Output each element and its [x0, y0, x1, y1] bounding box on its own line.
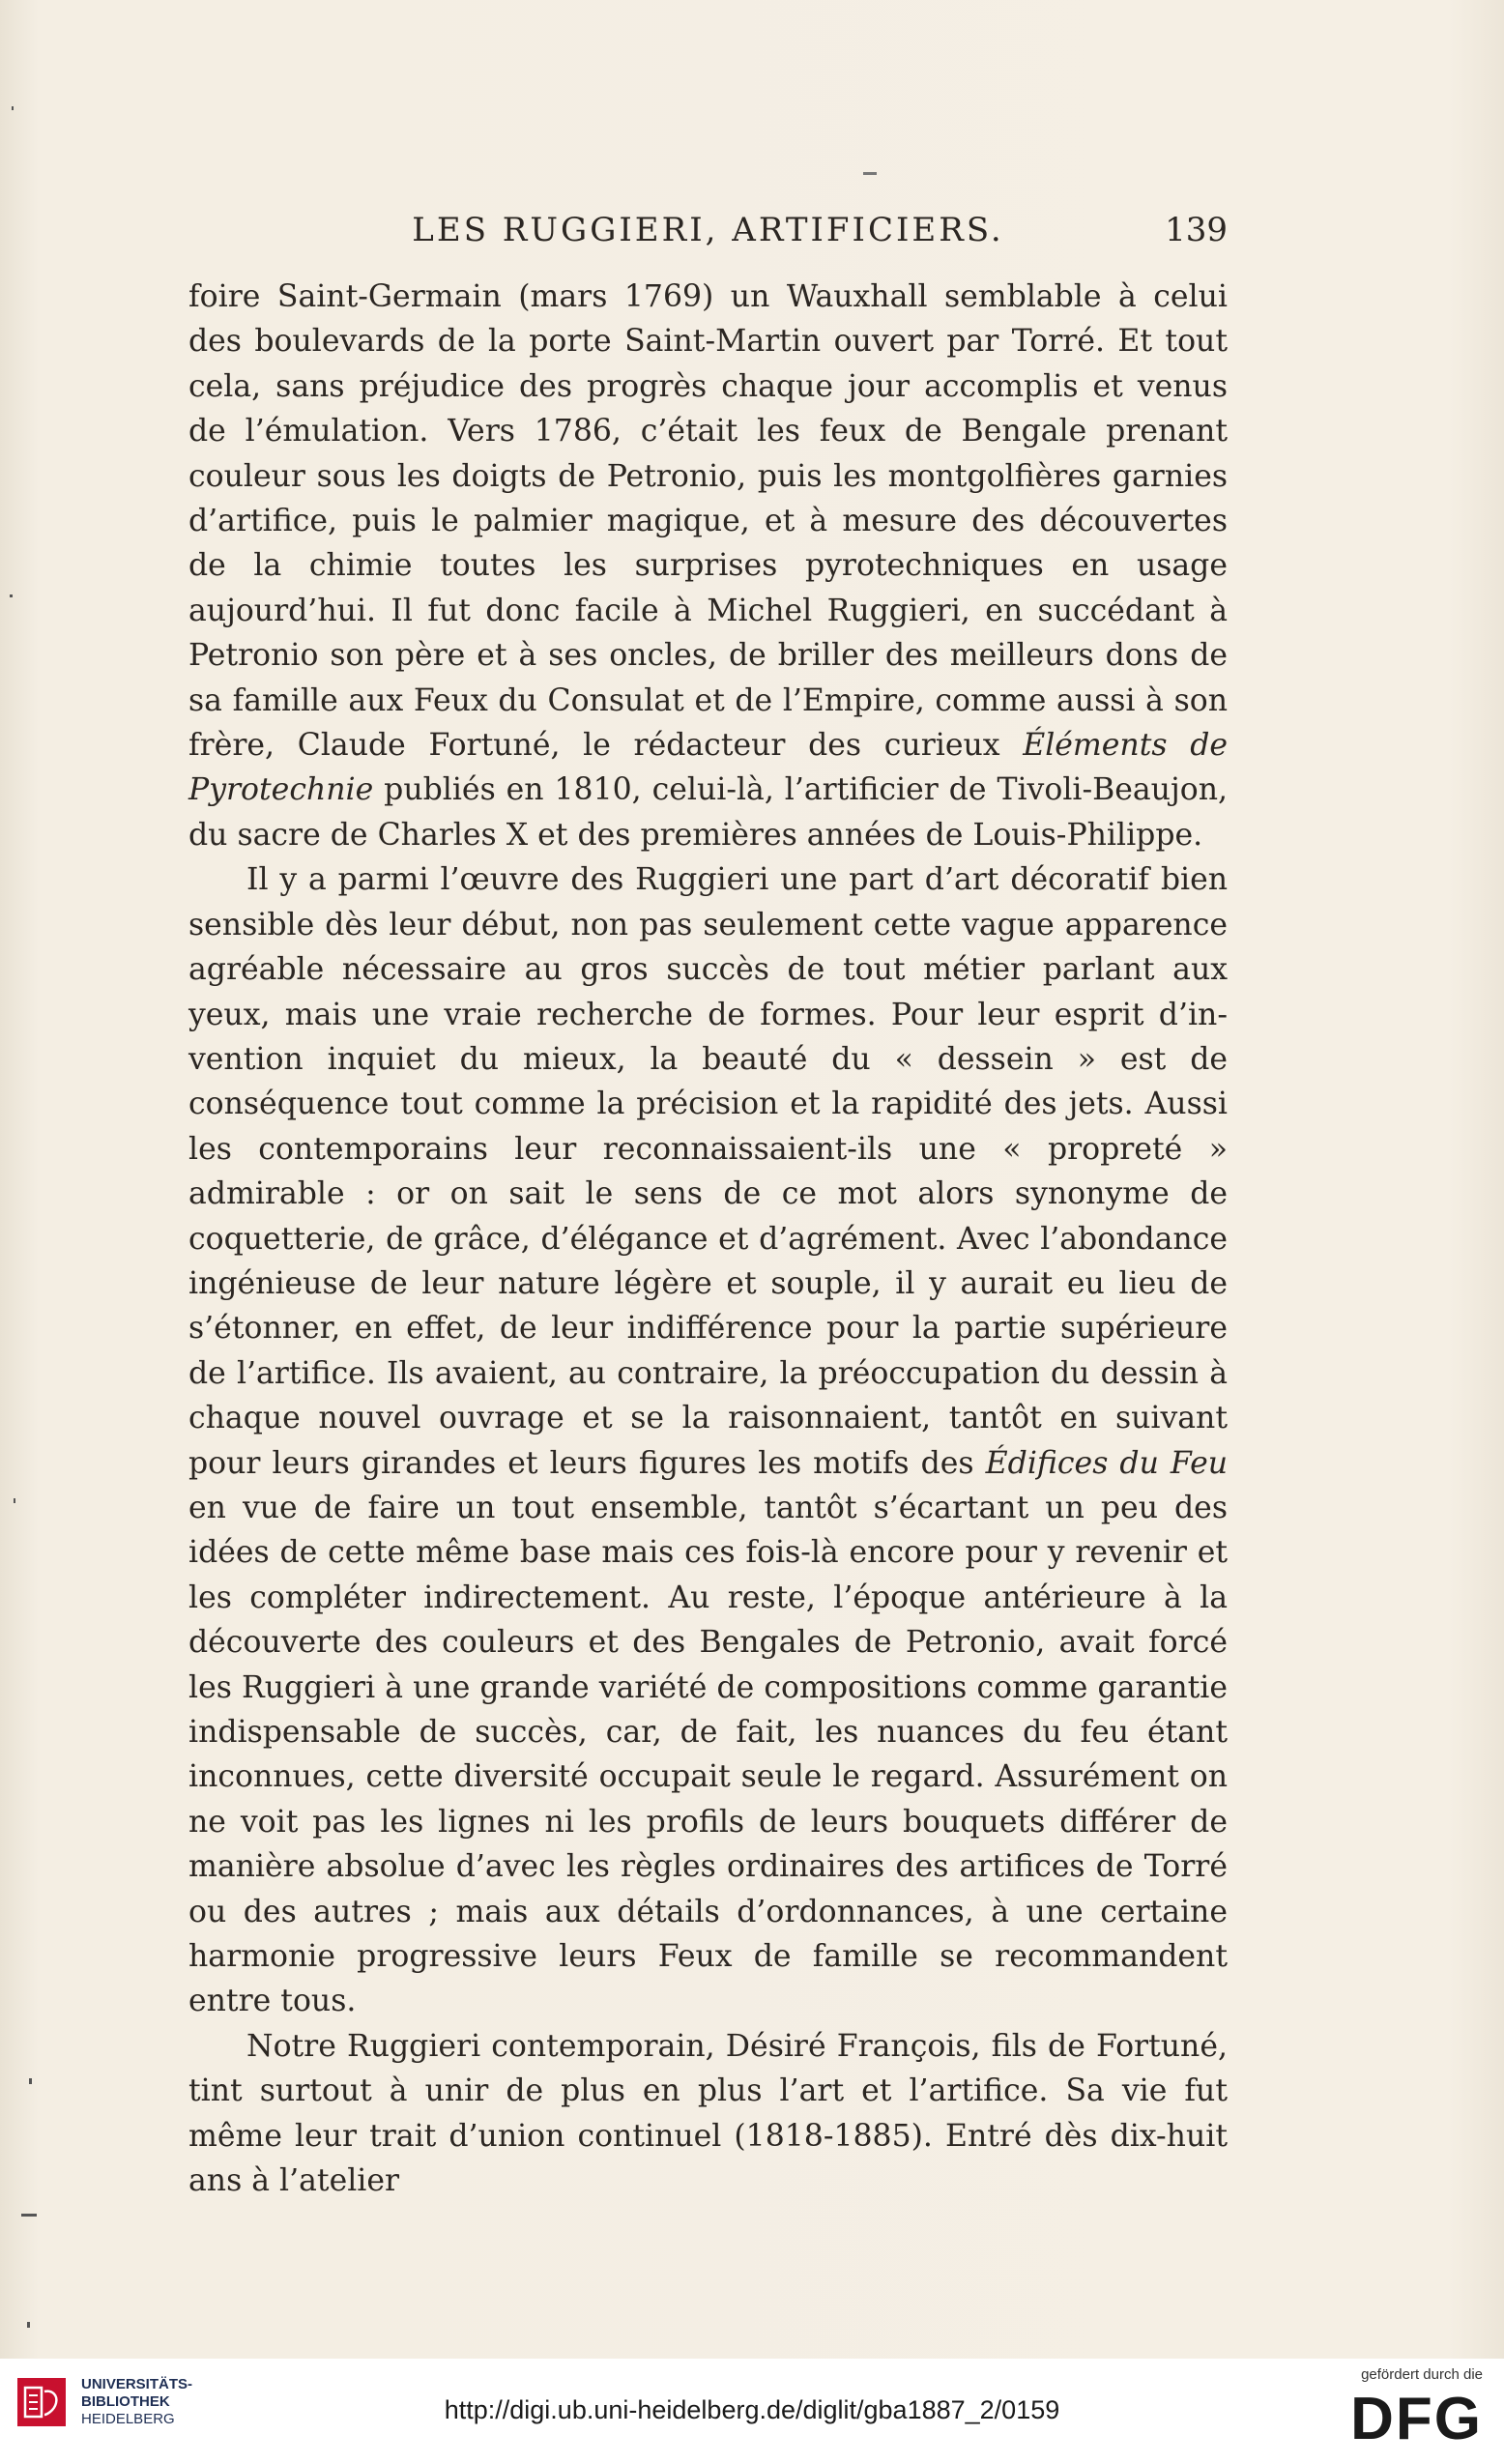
margin-speck [14, 1498, 15, 1503]
running-title: LES RUGGIERI, ARTIFICIERS. [412, 211, 1004, 249]
library-line-3: HEIDELBERG [81, 2411, 175, 2427]
margin-speck [27, 2322, 30, 2328]
library-line-2: BIBLIOTHEK [81, 2393, 170, 2410]
sponsor-caption: gefördert durch die [1361, 2366, 1483, 2383]
library-line-1: UNIVERSITÄTS- [81, 2376, 193, 2392]
book-title-elements: Éléments de Pyrotechnie [188, 728, 1229, 808]
permalink-url[interactable]: http://digi.ub.uni-heidelberg.de/diglit/gba1887_2/0159 [444, 2395, 1060, 2424]
paragraph-1-text-a: foire Saint-Germain (mars 1769) un Wauxhall semblable à celui des boulevards de la porte Saint-Martin ouvert par Torré. Et tout cela, sans préjudice des progrès chaque jour accomplis et venus de l’émulation. Vers 1786, c’était les feux de Bengale prenant couleur sous les doigts de Petronio, puis les montgolfières garnies d’artifice, puis le palmier magique, et à mesure des découvertes de la chimie toutes les surprises pyrotechniques en usage aujourd’hui. Il fut donc facile à Michel Ruggieri, en succédant à Petronio son père et à ses oncles, de briller des meilleurs dons de sa famille aux Feux du Consulat et de l’Empire, comme aussi à son frère, Claude Fortuné, le rédacteur des curieux [188, 279, 1228, 764]
paragraph-1-text-b: publiés en 1810, celui-là, l’artificier de Tivoli-Beaujon, du sacre de Charles X et des premières années de Louis-Philippe. [188, 772, 1228, 853]
margin-speck [10, 594, 13, 597]
dfg-logo: DFG [1350, 2386, 1483, 2452]
margin-speck [21, 2214, 37, 2217]
body-text [188, 275, 1228, 2203]
margin-speck [12, 106, 14, 110]
paragraph-2-text-b: en vue de faire un tout ensemble, tantôt s’écartant un peu des idées de cette même base mais ces fois-là encore pour y revenir et les compléter indirectement. Au reste, l’époque antérieure à la découverte des couleurs et des Bengales de Petronio, avait forcé les Ruggieri à une grande variété de compositions comme garantie indispensable de succès, car, de fait, les nuances du feu étant inconnues, cette diversité occupait seule le regard. Assurément on ne voit pas les lignes ni les profils de leurs bouquets différer de manière absolue d’avec les règles ordinaires des artifices de Torré ou des autres ; mais aux détails d’ordonnances, à une certaine harmonie progressive leurs Feux de famille se recommandent entre tous. [188, 1490, 1228, 2019]
margin-speck [29, 2078, 32, 2084]
paragraph-3: Notre Ruggieri contemporain, Désiré François, fils de Fortuné, tint surtout à unir de plus en plus l’art et l’artifice. Sa vie fut même leur trait d’union continuel (1818-1885). Entré dès dix-huit ans à l’atelier [188, 2028, 1228, 2199]
footer-bar [0, 2359, 1504, 2464]
book-title-edifices: Édifices du Feu [985, 1445, 1228, 1481]
paragraph-2 [188, 857, 1228, 2024]
running-header [188, 211, 1228, 259]
top-dash-mark [863, 172, 877, 175]
paragraph-2-text-a: Il y a parmi l’œuvre des Ruggieri une part d’art décoratif bien sensible dès leur début, non pas seulement cette vague apparence agréable nécessaire au gros succès de tout métier parlant aux yeux, mais une vraie recherche de formes. Pour leur esprit d’invention inquiet du mieux, la beauté du « dessein » est de conséquence tout comme la précision et la rapidité des jets. Aussi les contemporains leur reconnaissaient-ils une « propreté » admirable : or on sait le sens de ce mot alors synonyme de coquetterie, de grâce, d’élégance et d’agrément. Avec l’abondance ingénieuse de leur nature légère et souple, il y aurait eu lieu de s’étonner, en effet, de leur indifférence pour la partie supérieure de l’artifice. Ils avaient, au contraire, la préoccupation du dessin à chaque nouvel ouvrage et se la raisonnaient, tantôt en suivant pour leurs girandes et leurs figures les motifs des [188, 862, 1228, 1481]
paragraph-1 [188, 275, 1228, 857]
page-number: 139 [1165, 211, 1228, 249]
